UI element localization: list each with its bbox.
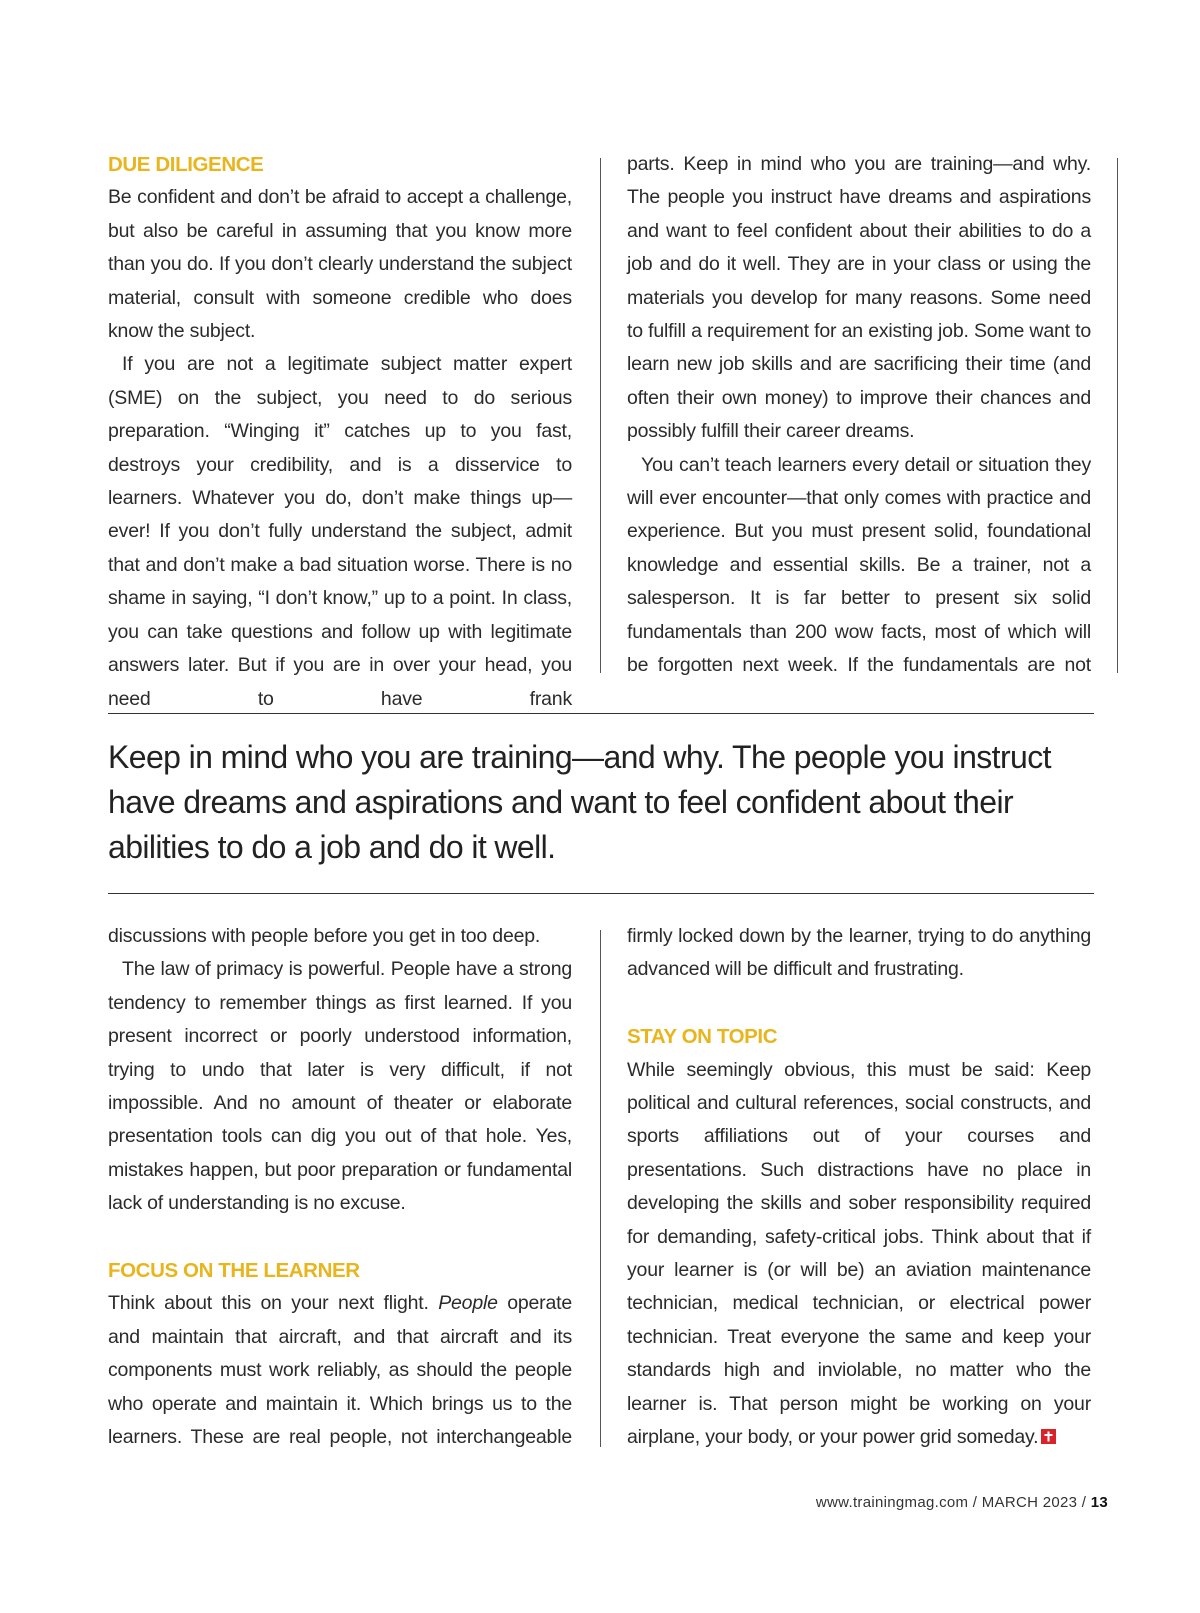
section-heading-stay-on-topic: STAY ON TOPIC <box>627 1025 778 1049</box>
column-divider <box>1117 158 1118 673</box>
pullquote-top-rule <box>108 713 1094 714</box>
paragraph: While seemingly obvious, this must be said: Keep political and cultural references, social constructs, and sports affiliations out of your courses and presentations. Such distractions have no place in developing the skills and sober responsibility required for demanding, safety-critical jobs. Think about that if your learner is (or will be) an aviation maintenance technician, medical technician, or electrical power technician. Treat everyone the same and keep your standards high and inviolable, no matter who the learner is. That person might be working on your airplane, your body, or your power grid someday. <box>627 1058 1091 1449</box>
top-right-column <box>627 148 1091 683</box>
bottom-right-column <box>627 920 1091 1454</box>
column-divider <box>600 930 601 1447</box>
bottom-left-column <box>108 920 572 1454</box>
end-mark-icon <box>1041 1429 1056 1444</box>
paragraph: parts. Keep in mind who you are training—and why. The people you instruct have dreams and aspirations and want to feel confident about their abilities to do a job and do it well. They are in your class or using the materials you develop for many reasons. Some need to fulfill a requirement for an existing job. Some want to learn new job skills and are sacrificing their time (and often their own money) to improve their chances and possibly fulfill their career dreams. <box>627 153 1091 443</box>
pull-quote: Keep in mind who you are training—and why. The people you instruct have dreams and aspirations and want to feel confident about their abilities to do a job and do it well. <box>108 739 1051 865</box>
paragraph: If you are not a legitimate subject matter expert (SME) on the subject, you need to do serious preparation. “Winging it” catches up to you fast, destroys your credibility, and is a disservice to learners. Whatever you do, don’t make things up—ever! If you don’t fully understand the subject, admit that and don’t make a bad situation worse. There is no shame in saying, “I don’t know,” up to a point. In class, you can take questions and follow up with legitimate answers later. But if you are in over your head, you need to have frank <box>108 353 572 710</box>
paragraph: You can’t teach learners every detail or situation they will ever encounter—that only comes with practice and experience. But you must present solid, foundational knowledge and essential skills. Be a trainer, not a salesperson. It is far better to present six solid fundamentals than 200 wow facts, most of which will be forgotten next week. If the fundamentals are not <box>627 453 1091 677</box>
footer-issue: MARCH 2023 <box>981 1494 1078 1511</box>
pullquote-bottom-rule <box>108 893 1094 894</box>
footer-website: www.trainingmag.com <box>815 1494 969 1511</box>
section-heading-focus-on-the-learner: FOCUS ON THE LEARNER <box>108 1259 360 1283</box>
paragraph: Think about this on your next flight. People operate and maintain that aircraft, and that aircraft and its components must work reliably, as should the people who operate and maintain it. Which brings us to the learners. These are real people, not interchangeable <box>108 1292 572 1449</box>
paragraph: Be confident and don’t be afraid to accept a challenge, but also be careful in assuming that you know more than you do. If you don’t clearly understand the subject material, consult with someone credible who does know the subject. <box>108 186 572 343</box>
paragraph: discussions with people before you get in too deep. <box>108 925 541 947</box>
column-divider <box>600 158 601 673</box>
top-left-column <box>108 148 572 716</box>
paragraph: firmly locked down by the learner, trying to do anything advanced will be difficult and frustrating. <box>627 925 1091 981</box>
page-number: 13 <box>1090 1494 1108 1511</box>
section-heading-due-diligence: DUE DILIGENCE <box>108 153 264 176</box>
page-footer: www.trainingmag.com / MARCH 2023 / 13 <box>815 1494 1108 1511</box>
paragraph: The law of primacy is powerful. People have a strong tendency to remember things as first learned. If you present incorrect or poorly understood information, trying to undo that later is very difficult, if not impossible. And no amount of theater or elaborate presentation tools can dig you out of that hole. Yes, mistakes happen, but poor preparation or fundamental lack of understanding is no excuse. <box>108 958 572 1215</box>
